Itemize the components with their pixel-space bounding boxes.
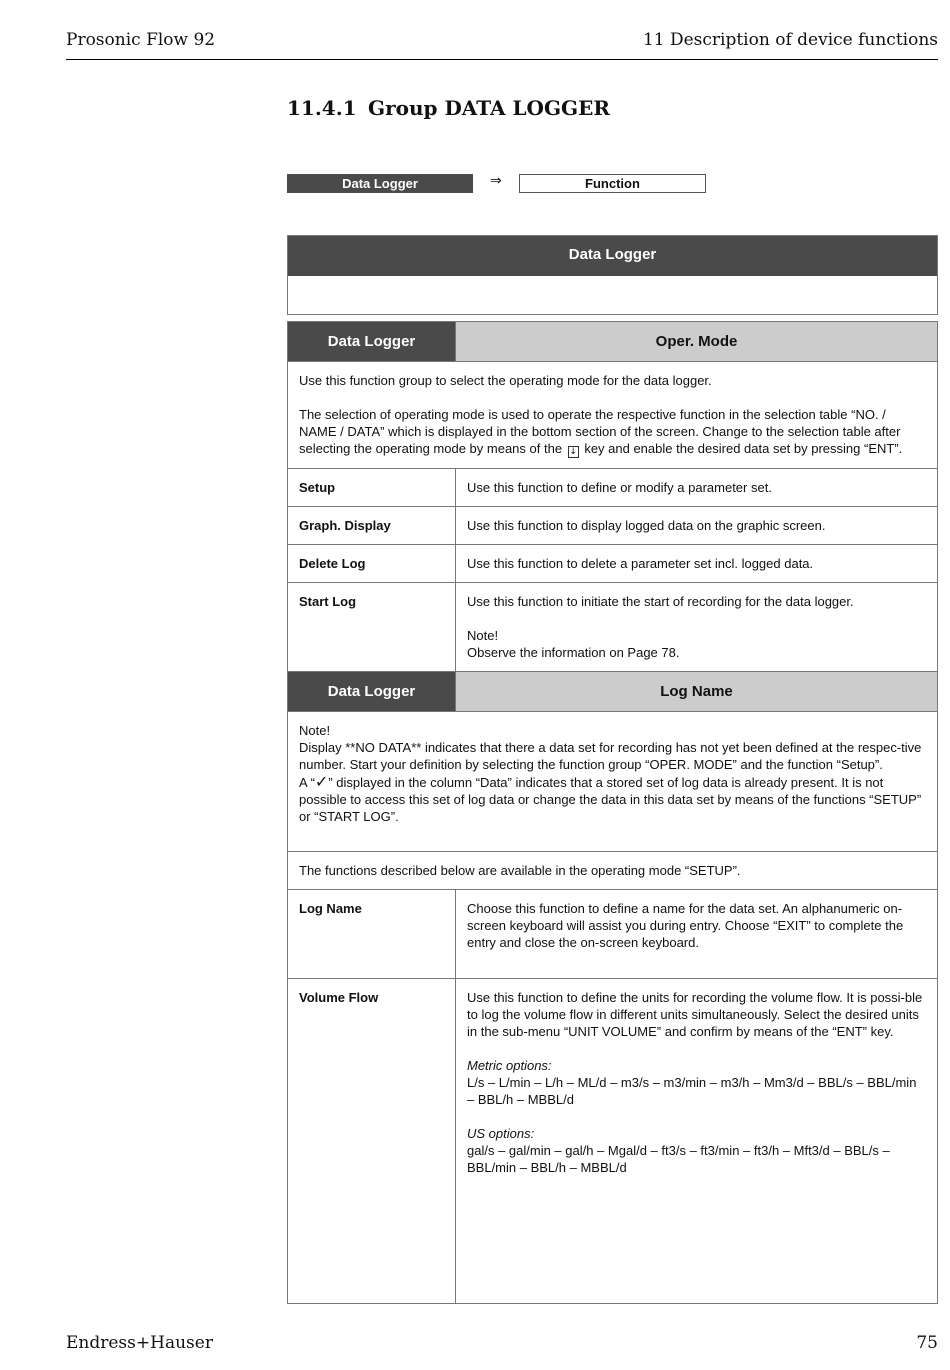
metric-options-title: Metric options: [467, 1058, 552, 1073]
log-name-note-title: Note! [299, 723, 331, 738]
breadcrumb-function: Function [519, 174, 706, 193]
oper-mode-group-cell: Data Logger [288, 322, 456, 362]
log-name-note-body: Note! Display **NO DATA** indicates that there a data set for recording has not yet been defined at the respec-tive number. Start your definition by selecting the function group “OPER. MODE” and the function “Setup”. A “✓” displayed in the column “Data” indicates that a stored set of log data is already present. It is not possible to access this set of log data or change the data in this data set by means of the functions “SETUP” or “START LOG”. [299, 723, 922, 824]
us-options-list: gal/s – gal/min – gal/h – Mgal/d – ft3/s – ft3/min – ft3/h – Mft3/d – BBL/s – BBL/min – BBL/h – MBBL/d [467, 1143, 890, 1175]
page-number: 75 [916, 1333, 938, 1353]
option-text-setup: Use this function to define or modify a parameter set. [456, 469, 938, 507]
option-label-delete-log: Delete Log [288, 545, 456, 583]
metric-options-list: L/s – L/min – L/h – ML/d – m3/s – m3/min – m3/h – Mm3/d – BBL/s – BBL/min – BBL/h – MBBL/d [467, 1075, 917, 1107]
section-number: 11.4.1 [287, 96, 357, 120]
arrow-down-key-icon: ↓ [569, 447, 577, 457]
start-log-note-text: Observe the information on Page 78. [467, 645, 680, 660]
option-text-delete-log: Use this function to delete a parameter set incl. logged data. [456, 545, 938, 583]
metric-options [467, 1057, 926, 1108]
setup-availability-note: The functions described below are available in the operating mode “SETUP”. [288, 852, 938, 890]
us-options-title: US options: [467, 1126, 535, 1141]
breadcrumb-group: Data Logger [287, 174, 473, 193]
option-label-setup: Setup [288, 469, 456, 507]
param-label-log-name: Log Name [288, 890, 456, 979]
us-options [467, 1125, 926, 1176]
group-banner-title: Data Logger [288, 236, 937, 276]
footer-brand: Endress+Hauser [66, 1333, 213, 1353]
header-product: Prosonic Flow 92 [66, 30, 216, 50]
checkmark-icon: ✓ [314, 772, 329, 791]
log-name-note [288, 712, 938, 852]
section-title [287, 96, 610, 120]
log-name-group-cell: Data Logger [288, 672, 456, 712]
log-name-function-cell: Log Name [456, 672, 938, 712]
log-name-note-1: Display **NO DATA** indicates that there a data set for recording has not yet been defined at the respec-tive number. Start your definition by selecting the function group “OPER. MODE” and the function “Setup”. [299, 740, 922, 772]
header-rule [66, 59, 938, 60]
start-log-note-title: Note! [467, 628, 499, 643]
function-table [287, 321, 938, 1304]
oper-mode-function-cell: Oper. Mode [456, 322, 938, 362]
option-cell-start-log [456, 583, 938, 672]
option-label-start-log: Start Log [288, 583, 456, 672]
param-label-volume-flow: Volume Flow [288, 979, 456, 1304]
param-text-volume-flow: Use this function to define the units for recording the volume flow. It is possi-ble to log the volume flow in different units simultaneously. Select the desired units in the sub-menu “UNIT VOLUME” and confirm by means of the “ENT” key. [467, 990, 923, 1039]
option-label-graph-display: Graph. Display [288, 507, 456, 545]
group-banner-blank [288, 276, 937, 314]
oper-mode-intro-2: The selection of operating mode is used to operate the respective function in the selection table “NO. / NAME / DATA” which is displayed in the bottom section of the screen. Change to the selection table after selecting the operating mode by means of the ↓ key and enable the desired data set by pressing “ENT”. [299, 407, 903, 457]
option-text-graph-display: Use this function to display logged data on the graphic screen. [456, 507, 938, 545]
param-text-log-name: Choose this function to define a name for the data set. An alphanumeric on-screen keyboard will assist you during entry. Choose “EXIT” to complete the entry and close the on-screen keyboard. [456, 890, 938, 979]
oper-mode-description [288, 362, 938, 469]
header-chapter: 11 Description of device functions [642, 30, 938, 50]
oper-mode-intro-1: Use this function group to select the operating mode for the data logger. [299, 373, 712, 388]
group-banner [287, 235, 938, 315]
breadcrumb-arrow-icon: ⇒ [490, 173, 502, 189]
section-name: Group DATA LOGGER [368, 96, 610, 120]
start-log-note [467, 627, 926, 661]
param-cell-volume-flow [456, 979, 938, 1304]
option-text-start-log: Use this function to initiate the start of recording for the data logger. [467, 594, 854, 609]
